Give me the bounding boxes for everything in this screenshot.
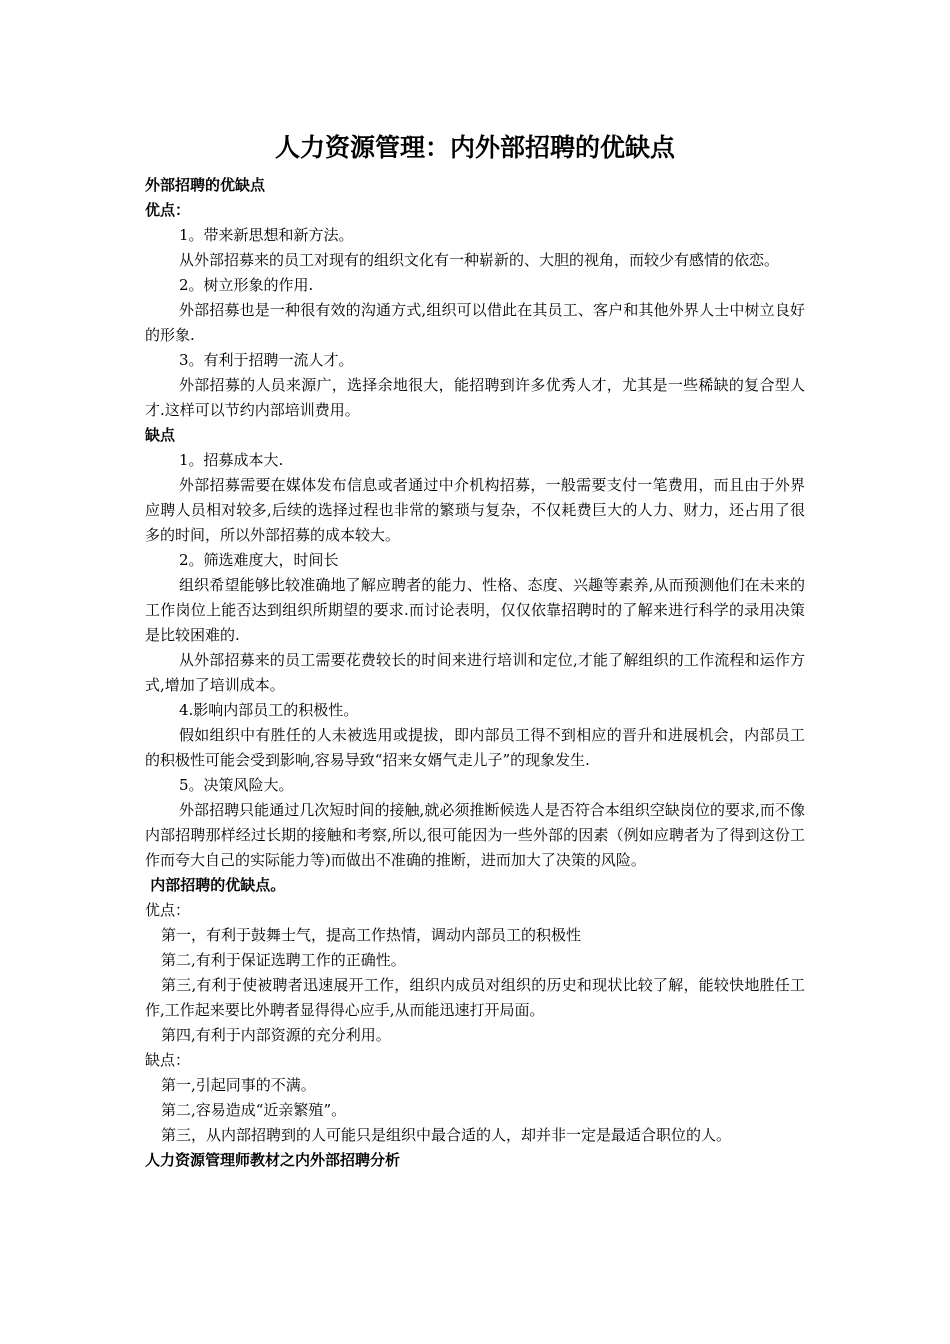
external-pros-label: 优点： xyxy=(145,201,191,219)
internal-heading: 内部招聘的优缺点。 xyxy=(145,876,286,894)
document-body xyxy=(145,173,805,1173)
footer-heading: 人力资源管理师教材之内外部招聘分析 xyxy=(145,1151,401,1169)
external-con-desc: 从外部招募来的员工需要花费较长的时间来进行培训和定位,才能了解组织的工作流程和运作方式,增加了培训成本。 xyxy=(145,651,805,694)
external-con-item: 2。筛选难度大，时间长 xyxy=(179,551,339,569)
internal-cons-label: 缺点： xyxy=(145,1051,191,1069)
internal-pro-item: 第一，有利于鼓舞士气，提高工作热情，调动内部员工的积极性 xyxy=(161,926,582,944)
internal-con-item: 第一,引起同事的不满。 xyxy=(161,1076,316,1094)
internal-con-item: 第三，从内部招聘到的人可能只是组织中最合适的人，却并非一定是最适合职位的人。 xyxy=(161,1126,732,1144)
external-pro-item: 1。带来新思想和新方法。 xyxy=(179,226,354,244)
external-heading: 外部招聘的优缺点 xyxy=(145,176,266,194)
external-con-desc: 外部招募需要在媒体发布信息或者通过中介机构招募，一般需要支付一笔费用，而且由于外界应聘人员相对较多,后续的选择过程也非常的繁琐与复杂，不仅耗费巨大的人力、财力，还占用了很多的时间，所以外部招募的成本较大。 xyxy=(145,476,805,544)
page-title: 人力资源管理：内外部招聘的优缺点 xyxy=(274,133,675,162)
external-pro-item: 2。树立形象的作用. xyxy=(179,276,314,294)
external-pro-desc: 外部招募的人员来源广，选择余地很大，能招聘到许多优秀人才，尤其是一些稀缺的复合型人才.这样可以节约内部培训费用。 xyxy=(145,376,805,419)
external-pro-desc: 外部招募也是一种很有效的沟通方式,组织可以借此在其员工、客户和其他外界人士中树立良好的形象. xyxy=(145,301,805,344)
external-con-item: 1。招募成本大. xyxy=(179,451,284,469)
internal-pro-item: 第二,有利于保证选聘工作的正确性。 xyxy=(161,951,406,969)
external-pro-item: 3。有利于招聘一流人才。 xyxy=(179,351,354,369)
external-pro-desc: 从外部招募来的员工对现有的组织文化有一种崭新的、大胆的视角，而较少有感情的依恋。 xyxy=(179,251,780,269)
external-con-desc: 外部招聘只能通过几次短时间的接触,就必须推断候选人是否符合本组织空缺岗位的要求,而不像内部招聘那样经过长期的接触和考察,所以,很可能因为一些外部的因素（例如应聘者为了得到这份工作而夸大自己的实际能力等)而做出不准确的推断，进而加大了决策的风险。 xyxy=(145,801,805,869)
external-con-desc: 假如组织中有胜任的人未被选用或提拔，即内部员工得不到相应的晋升和进展机会，内部员工的积极性可能会受到影响,容易导致“招来女婿气走儿子”的现象发生. xyxy=(145,726,805,769)
external-con-item: 5。决策风险大。 xyxy=(179,776,294,794)
internal-pro-item: 第四,有利于内部资源的充分利用。 xyxy=(161,1026,391,1044)
external-con-item: 4.影响内部员工的积极性。 xyxy=(179,701,359,719)
internal-con-item: 第二,容易造成“近亲繁殖”。 xyxy=(161,1101,347,1119)
internal-pros-label: 优点： xyxy=(145,901,191,919)
external-con-desc: 组织希望能够比较准确地了解应聘者的能力、性格、态度、兴趣等素养,从而预测他们在未来的工作岗位上能否达到组织所期望的要求.而讨论表明，仅仅依靠招聘时的了解来进行科学的录用决策是比较困难的. xyxy=(145,576,805,644)
internal-pro-item: 第三,有利于使被聘者迅速展开工作，组织内成员对组织的历史和现状比较了解，能较快地胜任工作,工作起来要比外聘者显得得心应手,从而能迅速打开局面。 xyxy=(145,976,805,1019)
external-cons-label: 缺点 xyxy=(145,426,176,444)
